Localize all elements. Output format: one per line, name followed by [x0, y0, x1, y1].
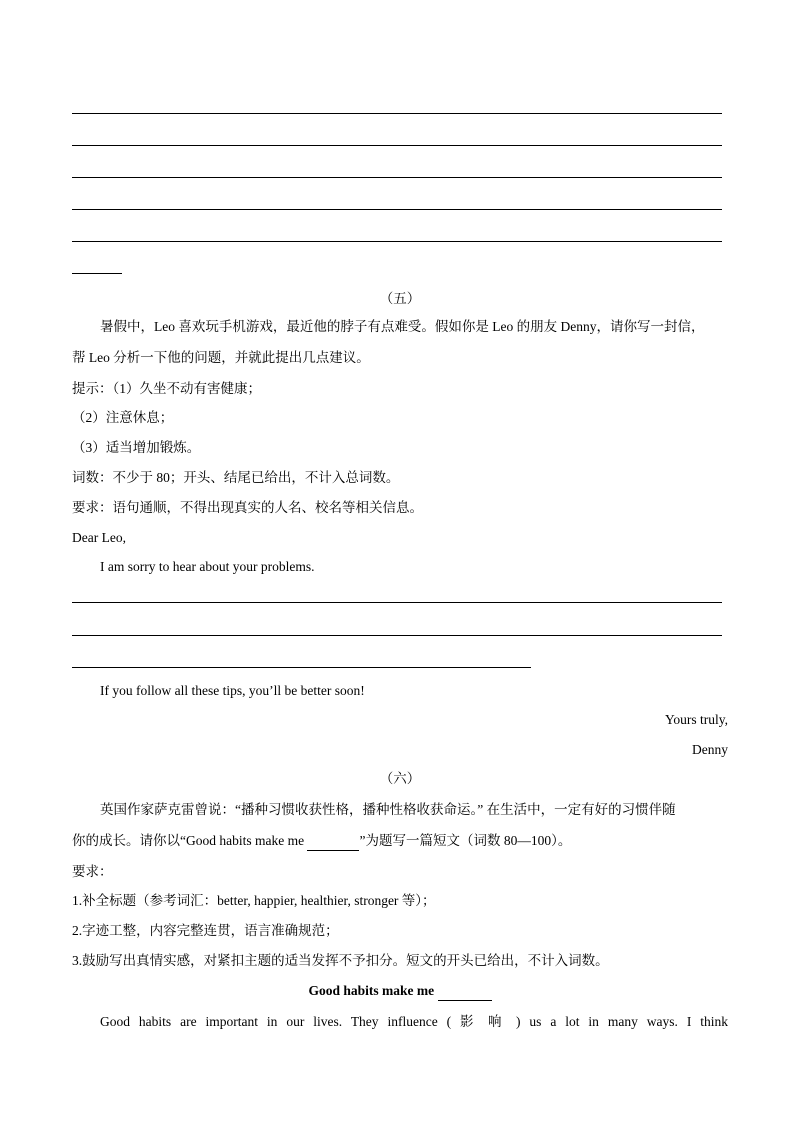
letter-signature: Denny — [692, 742, 728, 757]
intro-line-2-before: 你的成长。请你以“Good habits make me — [72, 833, 308, 848]
section-6-requirements-label: 要求： — [72, 864, 113, 879]
essay-title-text: Good habits make me — [308, 983, 438, 998]
section-6-requirement-3: 3.鼓励写出真情实感，对紧扣主题的适当发挥不予扣分。短文的开头已给出，不计入词数。 — [72, 953, 609, 968]
writing-line — [72, 209, 722, 210]
letter-sign-off: Yours truly, — [664, 712, 728, 727]
letter-closing-line: If you follow all these tips, you’ll be better soon! — [100, 683, 365, 698]
intro-line-2-after: ”为题写一篇短文（词数 80—100）。 — [359, 833, 572, 848]
section-5-intro-line-2: 帮 Leo 分析一下他的问题，并就此提出几点建议。 — [72, 350, 370, 365]
writing-line-short — [72, 273, 122, 274]
essay-first-line: Good habits are important in our lives. They influence ( 影 响 ) us a lot in many ways. I think — [100, 1014, 728, 1029]
section-6-requirement-2: 2.字迹工整，内容完整连贯，语言准确规范； — [72, 923, 339, 938]
essay-title — [0, 982, 800, 1001]
section-6-requirement-1: 1.补全标题（参考词汇：better, happier, healthier, stronger 等）； — [72, 893, 436, 908]
writing-line — [72, 667, 531, 668]
section-6-heading: （六） — [379, 771, 421, 786]
section-5-requirement: 要求：语句通顺，不得出现真实的人名、校名等相关信息。 — [72, 500, 423, 515]
letter-opening: I am sorry to hear about your problems. — [100, 559, 315, 574]
section-5-hint-2: （2）注意休息； — [72, 410, 174, 425]
section-6-intro-line-2 — [72, 832, 571, 851]
section-5-hint-1: 提示：（1）久坐不动有害健康； — [72, 381, 261, 396]
writing-line — [72, 177, 722, 178]
letter-salutation: Dear Leo, — [72, 530, 126, 545]
essay-title-blank — [438, 982, 492, 1001]
section-5-intro-line-1: 暑假中，Leo 喜欢玩手机游戏，最近他的脖子有点难受。假如你是 Leo 的朋友 Denny，请你写一封信， — [100, 319, 705, 334]
section-5-word-count: 词数：不少于 80；开头、结尾已给出，不计入总词数。 — [72, 470, 400, 485]
writing-line — [72, 145, 722, 146]
writing-line — [72, 113, 722, 114]
section-5-heading: （五） — [379, 291, 421, 306]
section-5-hint-3: （3）适当增加锻炼。 — [72, 440, 201, 455]
writing-line — [72, 635, 722, 636]
title-blank — [307, 832, 359, 851]
writing-line — [72, 241, 722, 242]
section-6-intro-line-1: 英国作家萨克雷曾说：“播种习惯收获性格，播种性格收获命运。” 在生活中，一定有好的习惯伴随 — [100, 802, 676, 817]
writing-line — [72, 602, 722, 603]
